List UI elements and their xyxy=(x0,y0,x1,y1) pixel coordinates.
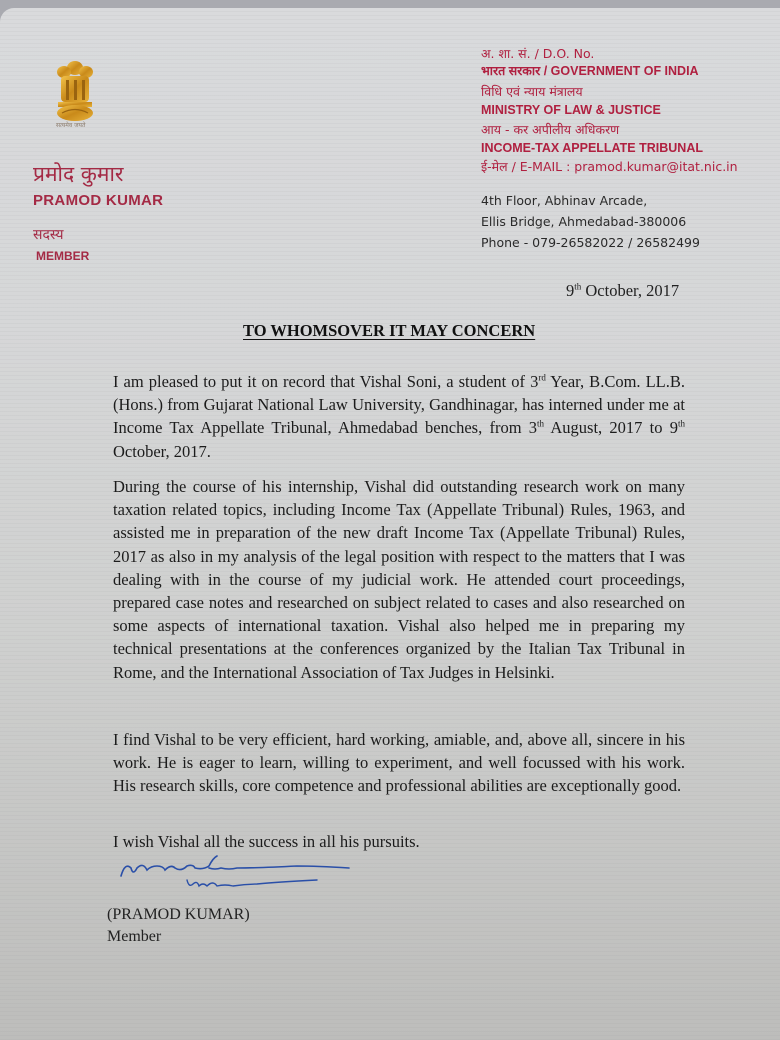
letter-date: 9th October, 2017 xyxy=(566,281,680,300)
ministry-line: MINISTRY OF LAW & JUSTICE xyxy=(481,103,661,117)
emblem-caption: सत्यमेव जयते xyxy=(56,122,86,129)
signature-icon xyxy=(117,854,357,894)
paragraph-2: During the course of his internship, Vishal did outstanding research work on many taxation related topics, including Income Tax (Appellate Tribunal) Rules, 1963, and assisted me in preparation of the new draft Income Tax (Appellate Tribunal) Rules, 2017 as also in my analysis of the legal position with respect to the matters that I was dealing with in the course of my judicial work. He attended court proceedings, prepared case notes and researched on subject related to cases and also researched on some aspects of international taxation. Vishal also helped me in preparing my technical presentations at the conferences organized by the Italian Tax Tribunal in Rome, and the International Association of Tax Judges in Helsinki. xyxy=(113,477,685,682)
letter-subject: TO WHOMSOVER IT MAY CONCERN xyxy=(243,321,536,340)
paragraph-1: I am pleased to put it on record that Vishal Soni, a student of 3rd Year, B.Com. LL.B. (Hons.) from Gujarat National Law University, Gandhinagar, has interned under me at Income Tax Appellate Tribunal, Ahmedabad benches, from 3th August, 2017 to 9th October, 2017. xyxy=(113,372,685,461)
government-line: भारत सरकार / GOVERNMENT OF INDIA xyxy=(481,64,699,78)
signatory-designation: Member xyxy=(107,928,162,945)
sender-name: PRAMOD KUMAR xyxy=(33,192,164,209)
do-number-label: अ. शा. सं. / D.O. No. xyxy=(481,46,595,61)
letter-page xyxy=(0,8,780,1040)
office-address xyxy=(481,190,700,253)
tribunal-line: INCOME-TAX APPELLATE TRIBUNAL xyxy=(481,141,703,155)
paragraph-3: I find Vishal to be very efficient, hard working, amiable, and, above all, sincere in his work. He is eager to learn, willing to experiment, and well focussed with his work. His research skills, core competence and professional abilities are exceptionally good. xyxy=(113,730,685,796)
address-line: 4th Floor, Abhinav Arcade, xyxy=(481,193,648,208)
address-line: Ellis Bridge, Ahmedabad-380006 xyxy=(481,214,687,229)
phone-line: Phone - 079-26582022 / 26582499 xyxy=(481,235,700,250)
signatory-name: (PRAMOD KUMAR) xyxy=(107,906,250,923)
ministry-line-hindi: विधि एवं न्याय मंत्रालय xyxy=(481,84,583,99)
email-line: ई-मेल / E-MAIL : pramod.kumar@itat.nic.in xyxy=(481,159,738,174)
sender-name-hindi: प्रमोद कुमार xyxy=(33,162,124,186)
paragraph-4: I wish Vishal all the success in all his pursuits. xyxy=(113,832,420,851)
sender-designation: MEMBER xyxy=(36,249,90,263)
tribunal-line-hindi: आय - कर अपीलीय अधिकरण xyxy=(481,122,620,137)
sender-designation-hindi: सदस्य xyxy=(33,227,64,243)
